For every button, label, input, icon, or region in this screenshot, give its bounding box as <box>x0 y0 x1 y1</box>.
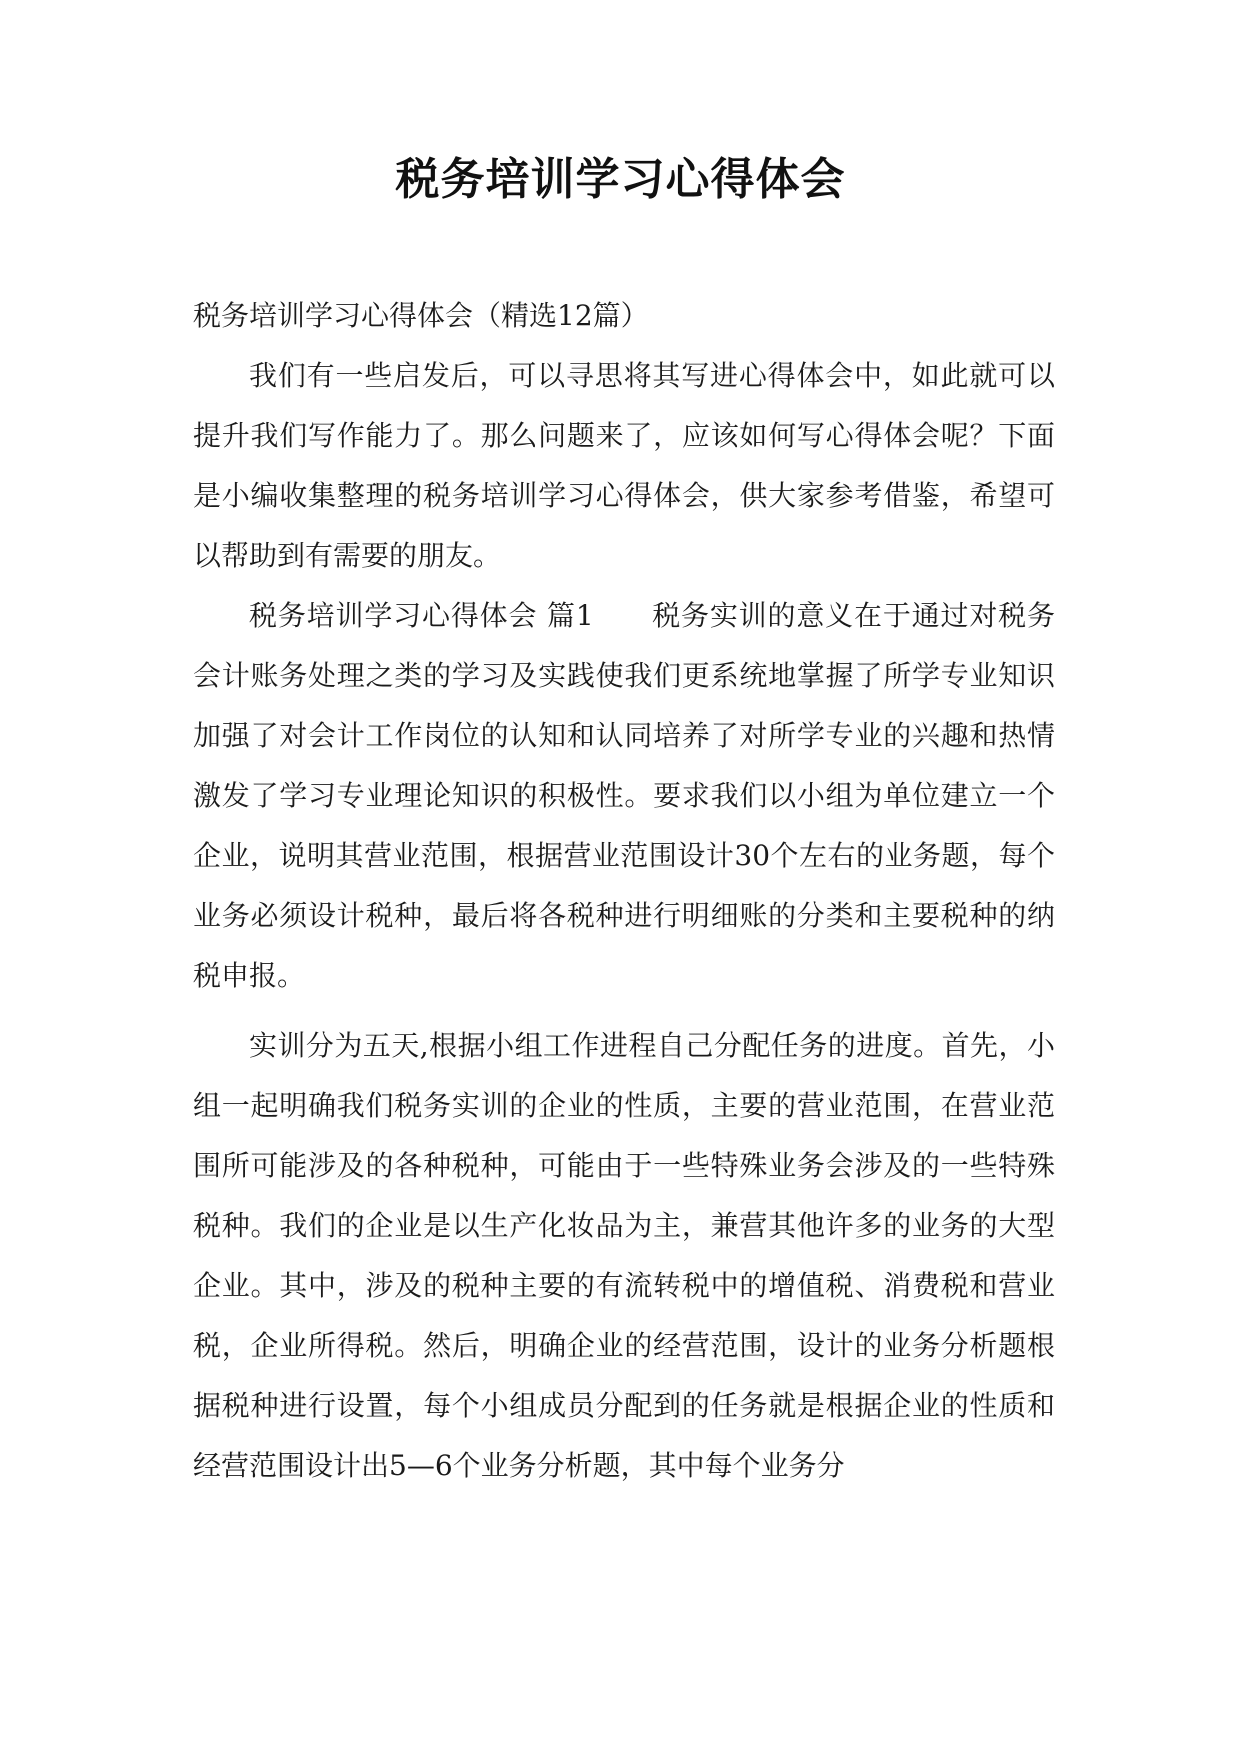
intro-paragraph: 我们有一些启发后，可以寻思将其写进心得体会中，如此就可以提升我们写作能力了。那么问题来了，应该如何写心得体会呢？下面是小编收集整理的税务培训学习心得体会，供大家参考借鉴，希望可以帮助到有需要的朋友。 <box>193 359 1055 572</box>
document-body <box>193 286 1055 1496</box>
section-1-paragraph: 税务培训学习心得体会 篇1 税务实训的意义在于通过对税务会计账务处理之类的学习及实践使我们更系统地掌握了所学专业知识加强了对会计工作岗位的认知和认同培养了对所学专业的兴趣和热情激发了学习专业理论知识的积极性。要求我们以小组为单位建立一个企业，说明其营业范围，根据营业范围设计30个左右的业务题，每个业务必须设计税种，最后将各税种进行明细账的分类和主要税种的纳税申报。 <box>193 599 1055 992</box>
document-title: 税务培训学习心得体会 <box>395 154 846 205</box>
document-subtitle: 税务培训学习心得体会（精选12篇） <box>193 299 649 332</box>
training-process-paragraph: 实训分为五天,根据小组工作进程自己分配任务的进度。首先，小组一起明确我们税务实训的企业的性质，主要的营业范围，在营业范围所可能涉及的各种税种，可能由于一些特殊业务会涉及的一些特殊税种。我们的企业是以生产化妆品为主，兼营其他许多的业务的大型企业。其中，涉及的税种主要的有流转税中的增值税、消费税和营业税，企业所得税。然后，明确企业的经营范围，设计的业务分析题根据税种进行设置，每个小组成员分配到的任务就是根据企业的性质和经营范围设计出5—6个业务分析题，其中每个业务分 <box>193 1029 1055 1482</box>
